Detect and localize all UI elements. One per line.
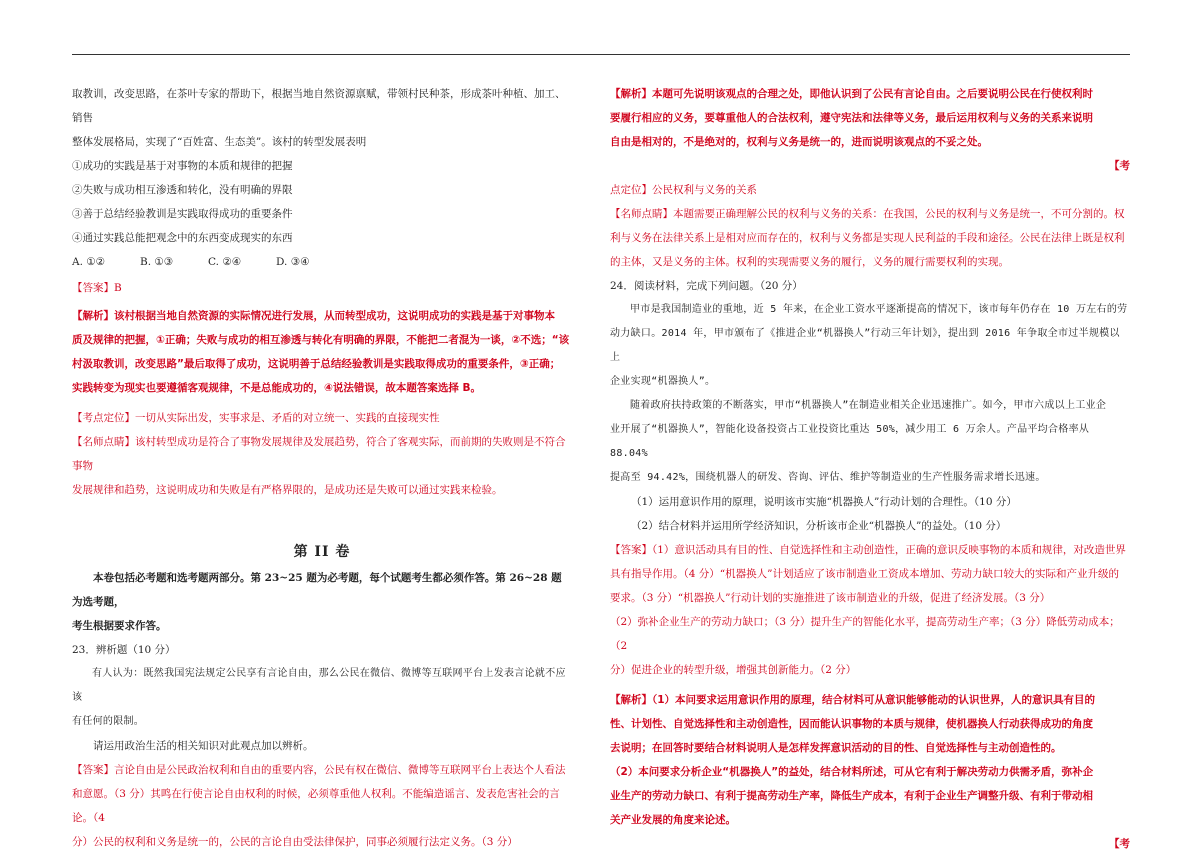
option-a: A. ①②: [72, 256, 106, 268]
dianjing: [72, 430, 572, 478]
q24-answer-line: （2）弥补企业生产的劳动力缺口；（3 分）提升生产的智能化水平，提高劳动生产率；（3 分）降低劳动成本；（2: [610, 616, 1120, 652]
q23-analysis: [610, 82, 1130, 154]
left-column: [72, 82, 572, 854]
option-d: D. ③④: [276, 256, 310, 268]
q24-passage: 企业实现“机器换人”。: [610, 376, 716, 387]
analysis-label: 【解析】: [72, 310, 114, 322]
header-rule: [72, 54, 1130, 55]
answer-label: 【答案】: [72, 282, 114, 294]
analysis-line: 本题可先说明该观点的合理之处，即他认识到了公民有言论自由。之后要说明公民在行使权利时: [652, 88, 1093, 100]
analysis-line: 村汲取教训，改变思路”最后取得了成功，这说明善于总结经验教训是实践取得成功的重要条件，③正确；: [72, 358, 561, 370]
intro-line: 取教训，改变思路，在茶叶专家的帮助下，根据当地自然资源禀赋，带领村民种茶，形成茶叶种植、加工、销售: [72, 88, 566, 124]
analysis-block: [72, 304, 572, 400]
q24-answer-line: （1）意识活动具有目的性、自觉选择性和主动创造性，正确的意识反映事物的本质和规律，对改造世界: [652, 544, 1126, 556]
analysis-line: 自由是相对的，不是绝对的，权利与义务是统一的，进而说明该观点的不妥之处。: [610, 136, 988, 148]
statement: ③善于总结经验教训是实践取得成功的重要条件: [72, 208, 293, 220]
q24-answer-label: 【答案】: [610, 544, 652, 556]
q23-title: 23．辨析题（10 分）: [72, 644, 176, 656]
dianjing-line: 本题需要正确理解公民的权利与义务的关系：在我国，公民的权利与义务是统一，不可分割的。权: [673, 208, 1125, 220]
q24-analysis: [610, 688, 1130, 832]
kao-tail: 【考: [1109, 838, 1130, 850]
right-column: [610, 82, 1130, 856]
q23-answer-label: 【答案】: [72, 764, 114, 776]
q24-passage: 随着政府扶持政策的不断落实，甲市“机器换人”在制造业相关企业迅速推广。如今，甲市六成以上工业企: [630, 400, 1107, 411]
kaodian: [72, 406, 572, 430]
dianjing-label: 【名师点睛】: [72, 436, 135, 448]
q24-analysis-line: 关产业发展的角度来论述。: [610, 814, 736, 826]
q24-title: 24．阅读材料，完成下列问题。（20 分）: [610, 280, 803, 292]
kao-tail: 【考: [1109, 160, 1130, 172]
q24-analysis-line: 去说明；在回答时要结合材料说明人是怎样发挥意识活动的目的性、自觉选择性与主动创造性的。: [610, 742, 1062, 754]
options-row: [72, 250, 572, 274]
section-desc: 考生根据要求作答。: [72, 620, 167, 632]
q24-passage: 甲市是我国制造业的重地，近 5 年来，在企业工资水平逐渐提高的情况下，该市每年仍存在 10 万左右的劳: [630, 304, 1128, 315]
analysis-line: 要履行相应的义务，要尊重他人的合法权利，遵守宪法和法律等义务，最后运用权利与义务的关系来说明: [610, 112, 1093, 124]
kaodian-label: 【考点定位】: [72, 412, 135, 424]
q24-answer-line: 要求。（3 分）“机器换人”行动计划的实施推进了该市制造业的升级，促进了经济发展。（3 分）: [610, 592, 1051, 604]
analysis-label: 【解析】: [610, 88, 652, 100]
kaodian-line: 点定位】公民权利与义务的关系: [610, 184, 757, 196]
q24-sub1: （1）运用意识作用的原理，说明该市实施“机器换人”行动计划的合理性。（10 分）: [631, 496, 1017, 508]
q23-answer-line: 和意愿。（3 分）其鸣在行使言论自由权利的时候，必须尊重他人权利。不能编造谣言、发表危害社会的言论。（4: [72, 788, 560, 824]
q23-passage: 有人认为：既然我国宪法规定公民享有言论自由，那么公民在微信、微博等互联网平台上发表言论就不应该: [72, 668, 566, 703]
q24-answer-line: 分）促进企业的转型升级，增强其创新能力。（2 分）: [610, 664, 857, 676]
q24-analysis-line: （1）本问要求运用意识作用的原理，结合材料可从意识能够能动的认识世界，人的意识具有目的: [652, 694, 1096, 706]
analysis-line: 质及规律的把握，①正确；失败与成功的相互渗透与转化有明确的界限，不能把二者混为一谈，②不选；“该: [72, 334, 570, 346]
q24-passage: 业开展了“机器换人”，智能化设备投资占工业投资比重达 50%，减少用工 6 万余人。产品平均合格率从 88.04%: [610, 424, 1090, 459]
q23-answer: [72, 758, 572, 782]
kaodian-text: 一切从实际出发，实事求是、矛盾的对立统一、实践的直接现实性: [135, 412, 440, 424]
q24-analysis-label: 【解析】: [610, 694, 652, 706]
q24-analysis-line: （2）本问要求分析企业“机器换人”的益处，结合材料所述，可从它有利于解决劳动力供需矛盾，弥补企: [610, 766, 1094, 778]
q23-prompt: 请运用政治生活的相关知识对此观点加以辨析。: [93, 740, 314, 752]
option-c: C. ②④: [208, 256, 242, 268]
dianjing-line: 该村转型成功是符合了事物发展规律及发展趋势，符合了客观实际，而前期的失败则是不符合事物: [72, 436, 566, 472]
section-title: 第 II 卷: [293, 544, 351, 560]
section-desc: 本卷包括必考题和选考题两部分。第 23~25 题为必考题，每个试题考生都必须作答。第 26~28 题为选考题，: [72, 572, 562, 608]
q23-answer-line: 分）公民的权利和义务是统一的，公民的言论自由受法律保护，同事必须履行法定义务。（3 分）: [72, 836, 518, 848]
dianjing: [610, 202, 1130, 226]
q24-sub2: （2）结合材料并运用所学经济知识，分析该市企业“机器换人”的益处。（10 分）: [631, 520, 1007, 532]
q24-answer: [610, 538, 1130, 562]
statement: ④通过实践总能把观念中的东西变成现实的东西: [72, 232, 293, 244]
q24-passage: 提高至 94.42%，围绕机器人的研发、咨询、评估、维护等制造业的生产性服务需求增长迅速。: [610, 472, 1046, 483]
answer-value: B: [114, 282, 122, 294]
statement: ②失败与成功相互渗透和转化，没有明确的界限: [72, 184, 293, 196]
q23-answer-line: 言论自由是公民政治权利和自由的重要内容，公民有权在微信、微博等互联网平台上表达个人看法: [114, 764, 566, 776]
q24-analysis-line: 业生产的劳动力缺口、有利于提高劳动生产率，降低生产成本，有利于企业生产调整升级、有利于带动相: [610, 790, 1093, 802]
q24-passage: 动力缺口。2014 年，甲市颁布了《推进企业“机器换人”行动三年计划》，提出到 2016 年争取全市过半规模以上: [610, 328, 1120, 363]
analysis-line: 该村根据当地自然资源的实际情况进行发展，从而转型成功，这说明成功的实践是基于对事物本: [114, 310, 555, 322]
dianjing-line: 利与义务在法律关系上是相对应而存在的，权利与义务都是实现人民利益的手段和途径。公民在法律上既是权利: [610, 232, 1125, 244]
dianjing-label: 【名师点睛】: [610, 208, 673, 220]
q23-passage: 有任何的限制。: [72, 716, 145, 727]
analysis-line: 实践转变为现实也要遵循客观规律，不是总能成功的，④说法错误，故本题答案选择 B。: [72, 382, 482, 394]
intro-line: 整体发展格局，实现了“百姓富、生态美”。该村的转型发展表明: [72, 136, 367, 148]
dianjing-line: 发展规律和趋势，这说明成功和失败是有严格界限的，是成功还是失败可以通过实践来检验。: [72, 484, 503, 496]
answer: [72, 276, 572, 300]
q24-analysis-line: 性、计划性、自觉选择性和主动创造性，因而能认识事物的本质与规律，使机器换人行动获得成功的角度: [610, 718, 1093, 730]
dianjing-line: 的主体，又是义务的主体。权利的实现需要义务的履行，义务的履行需要权利的实现。: [610, 256, 1009, 268]
q24-answer-line: 具有指导作用。（4 分）“机器换人”计划适应了该市制造业工资成本增加、劳动力缺口较大的实际和产业升级的: [610, 568, 1120, 580]
statement: ①成功的实践是基于对事物的本质和规律的把握: [72, 160, 293, 172]
option-b: B. ①③: [140, 256, 174, 268]
